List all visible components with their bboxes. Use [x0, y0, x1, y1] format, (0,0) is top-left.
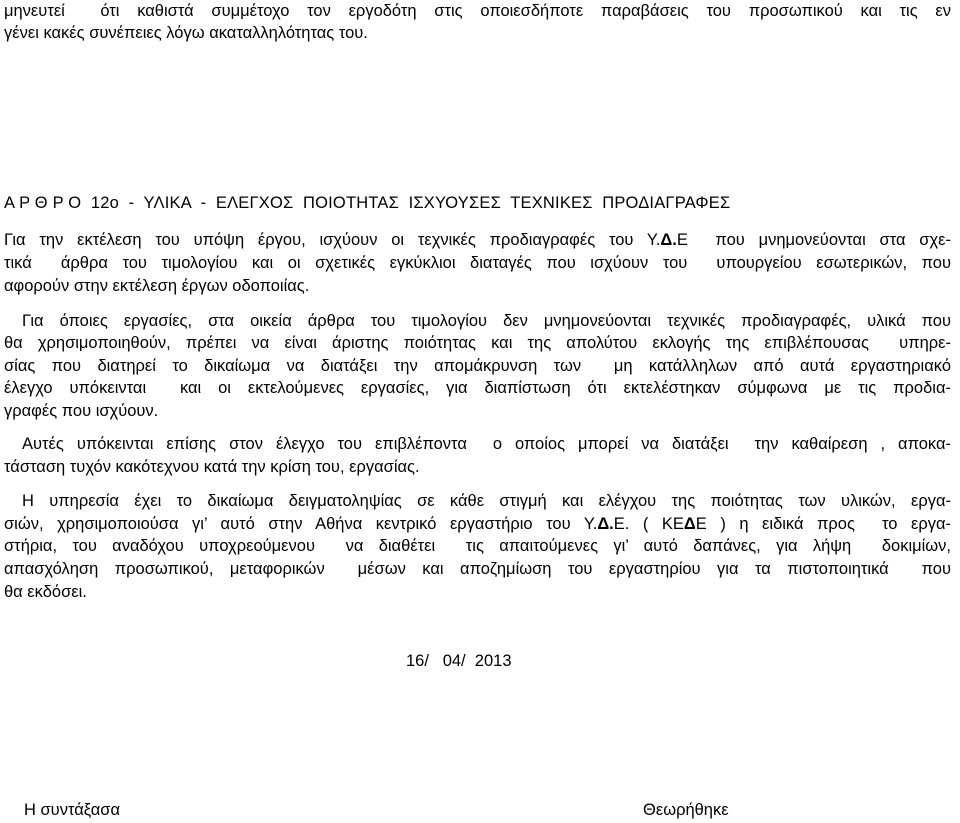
paragraph-1-line-1	[4, 229, 951, 251]
paragraph-4-line-2	[4, 513, 951, 535]
paragraph-4-line-1: Η υπηρεσία έχει το δικαίωμα δειγματοληψίας σε κάθε στιγμή και ελέγχου της ποιότητας των υλικών, εργα-	[22, 492, 951, 510]
top-paragraph-line-1: μηνευτεί ότι καθιστά συμμέτοχο τον εργοδότη στις οποιεσδήποτε παραβάσεις του προσωπικού και τις εν	[4, 2, 951, 20]
paragraph-4-line-2-bold-2: Δ	[683, 515, 696, 533]
paragraph-4-line-5: θα εκδόσει.	[4, 583, 87, 601]
document-date: 16/ 04/ 2013	[406, 652, 512, 670]
paragraph-2-line-3: σίας που διατηρεί το δικαίωμα να διατάξει την απομάκρυνση των μη κατάλληλων από αυτά εργαστηριακό	[4, 357, 951, 375]
top-paragraph-line-2: γένει κακές συνέπειες λόγω ακαταλληλότητας του.	[4, 24, 368, 42]
paragraph-3-line-2: τάσταση τυχόν κακότεχνου κατά την κρίση του, εργασίας.	[4, 458, 420, 476]
paragraph-4-line-2-part-b: Ε. ( ΚΕ	[613, 515, 684, 533]
paragraph-3-line-1: Αυτές υπόκεινται επίσης στον έλεγχο του επιβλέποντα ο οποίος μπορεί να διατάξει την καθαίρεση , αποκα-	[22, 435, 951, 453]
paragraph-1-line-1-part-b: Ε που μνημονεύονται στα σχε-	[676, 231, 952, 249]
paragraph-1-line-2: τικά άρθρα του τιμολογίου και οι σχετικές εγκύκλιοι διαταγές που ισχύουν του υπουργείου εσωτερικών, που	[4, 254, 951, 272]
paragraph-1-line-3: αφορούν στην εκτέλεση έργων οδοποιίας.	[4, 277, 310, 295]
paragraph-1-line-1-bold: Δ.	[660, 231, 677, 249]
paragraph-1-line-1-part-a: Για την εκτέλεση του υπόψη έργου, ισχύουν οι τεχνικές προδιαγραφές του Υ.	[4, 231, 661, 249]
article-heading: Α Ρ Θ Ρ Ο 12ο - ΥΛΙΚΑ - ΕΛΕΓΧΟΣ ΠΟΙΟΤΗΤΑΣ ΙΣΧΥΟΥΣΕΣ ΤΕΧΝΙΚΕΣ ΠΡΟΔΙΑΓΡΑΦΕΣ	[4, 194, 731, 212]
paragraph-4-line-4: απασχόληση προσωπικού, μεταφορικών μέσων και αποζημίωση του εργαστηρίου για τα πιστοποιητικά που	[4, 560, 951, 578]
paragraph-4-line-2-part-a: σιών, χρησιμοποιούσα γι’ αυτό στην Αθήνα κεντρικό εργαστήριο του Υ.	[4, 515, 598, 533]
signature-label-author: Η συντάξασα	[24, 801, 120, 819]
paragraph-4-line-3: στήρια, του αναδόχου υποχρεούμενου να διαθέτει τις απαιτούμενες γι’ αυτό δαπάνες, για λήψη δοκιμίων,	[4, 537, 951, 555]
paragraph-2-line-2: θα χρησιμοποιηθούν, πρέπει να είναι άριστης ποιότητας και της απολύτου εκλογής της επιβλέπουσας υπηρε-	[4, 334, 951, 352]
paragraph-2-line-5: γραφές που ισχύουν.	[4, 402, 159, 420]
paragraph-2-line-1: Για όποιες εργασίες, στα οικεία άρθρα του τιμολογίου δεν μνημονεύονται τεχνικές προδιαγραφές, υλικά που	[22, 312, 951, 330]
signature-label-approved: Θεωρήθηκε	[643, 801, 729, 819]
paragraph-4-line-2-part-c: Ε ) η ειδικά προς το εργα-	[695, 515, 951, 533]
paragraph-2-line-4: έλεγχο υπόκεινται και οι εκτελούμενες εργασίες, για διαπίστωση ότι εκτελέστηκαν σύμφωνα με τις προδια-	[4, 379, 951, 397]
paragraph-4-line-2-bold: Δ.	[597, 515, 614, 533]
